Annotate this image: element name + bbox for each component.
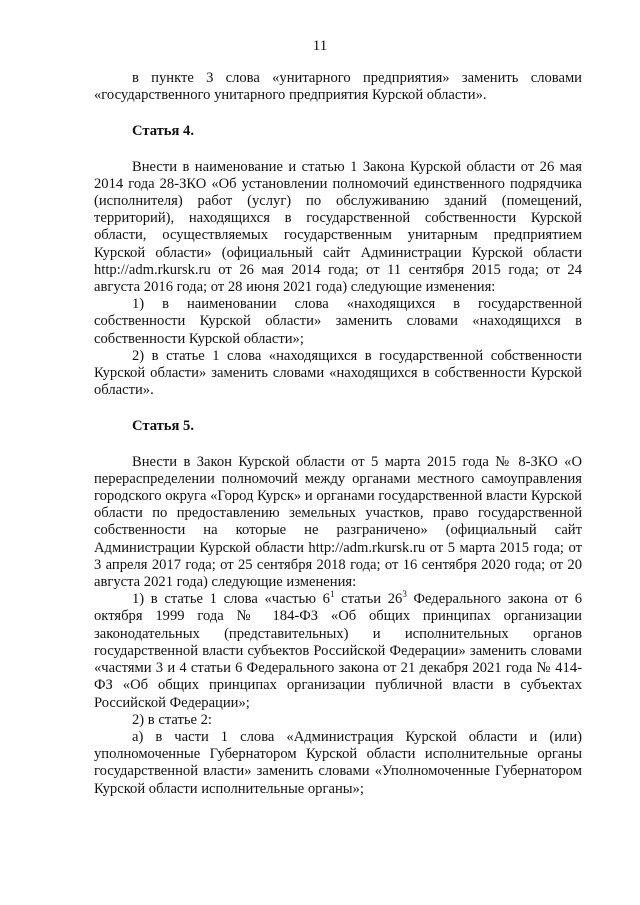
document-body xyxy=(94,70,582,798)
article-5-item-2a: а) в части 1 слова «Администрация Курской области и (или) уполномоченные Губернатором Курской области исполнительные органы государственной власти» заменить словами «Уполномоченные Губернатором Курской области исполнительные органы»; xyxy=(94,728,582,797)
article-5-item-1 xyxy=(94,591,582,711)
page-number: 11 xyxy=(312,38,328,54)
article-5-item-1-text-b: статьи 26 xyxy=(334,591,403,608)
article-4-item-2: 2) в статье 1 слова «находящихся в государственной собственности Курской области» заменить словами «находящихся в собственности Курской области». xyxy=(94,347,582,399)
article-5-heading: Статья 5. xyxy=(132,418,194,435)
intro-paragraph: в пункте 3 слова «унитарного предприятия» заменить словами «государственного унитарного предприятия Курской области». xyxy=(94,70,582,104)
article-4-item-1: 1) в наименовании слова «находящихся в государственной собственности Курской области» заменить словами «находящихся в собственности Курской области»; xyxy=(94,296,582,347)
superscript-3: 3 xyxy=(402,589,407,600)
article-4-intro: Внести в наименование и статью 1 Закона Курской области от 26 мая 2014 года 28-ЗКО «Об установлении полномочий единственного подрядчика (исполнителя) работ (услуг) по обслуживанию зданий (помещений, территорий), находящихся в государственной собственности Курской области, осуществляемых государственным унитарным предприятием Курской области» (официальный сайт Администрации Курской области http://adm.rkursk.ru от 26 мая 2014 года; от 11 сентября 2015 года; от 24 августа 2016 года; от 28 июня 2021 года) следующие изменения: xyxy=(94,158,582,296)
article-5-item-1-text-c: Федерального закона от 6 октября 1999 года № 184-ФЗ «Об общих принципах организации законодательных (представительных) и исполнительных органов государственной власти субъектов Российской Федерации» заменить словами «частями 3 и 4 статьи 6 Федерального закона от 21 декабря 2021 года № 414-ФЗ «Об общих принципах организации публичной власти в субъектах Российской Федерации»; xyxy=(94,591,582,711)
article-5-intro: Внести в Закон Курской области от 5 марта 2015 года № 8-ЗКО «О перераспределении полномочий между органами местного самоуправления городского округа «Город Курск» и органами государственной власти Курской области по предоставлению земельных участков, право государственной собственности на которые не разграничено» (официальный сайт Администрации Курской области http://adm.rkursk.ru от 5 марта 2015 года; от 3 апреля 2017 года; от 25 сентября 2018 года; от 16 сентября 2020 года; от 20 августа 2021 года) следующие изменения: xyxy=(94,453,582,591)
article-4-heading: Статья 4. xyxy=(132,123,194,140)
article-5-item-1-text-a: 1) в статье 1 слова «частью 6 xyxy=(132,591,330,608)
superscript-1: 1 xyxy=(329,589,335,600)
article-5-item-2: 2) в статье 2: xyxy=(132,711,212,728)
